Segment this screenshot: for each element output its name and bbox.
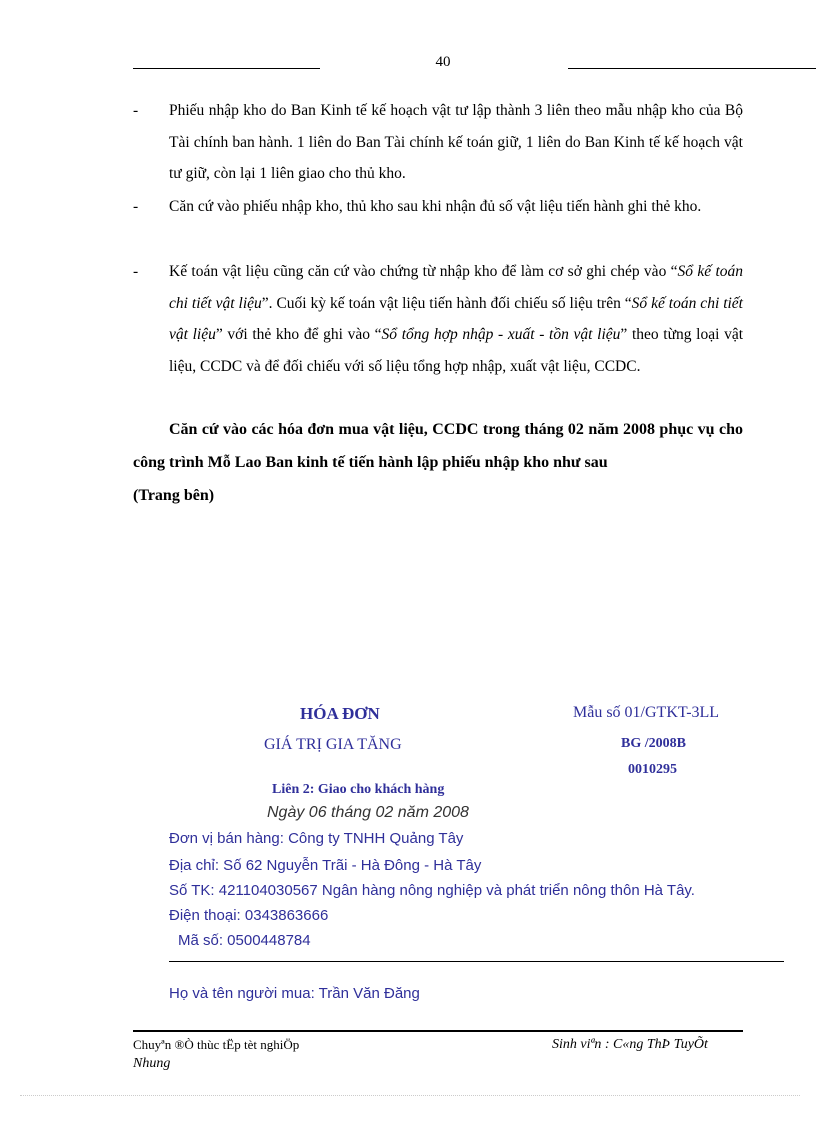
footer-rule [133, 1030, 743, 1032]
invoice-title: HÓA ĐƠN [300, 704, 380, 723]
bullet-item-1 [133, 95, 743, 190]
bullet-dash: - [133, 263, 139, 280]
invoice-serial: BG /2008B [621, 736, 686, 751]
footer-thesis-label-cont: Nhung [133, 1056, 171, 1071]
text-run: ” với thẻ kho để ghi vào “ [215, 326, 382, 343]
header-rule-right [568, 68, 816, 69]
footer-thesis-label: Chuyªn ®Ò thùc tËp tèt nghiÖp [133, 1037, 300, 1052]
text-run: ” theo từng loại vật liệu, CCDC và để đối chiếu với số liệu tổng hợp nhập, xuất vật liệu, CCDC. [169, 326, 744, 375]
bullet-dash: - [133, 102, 139, 119]
bold-paragraph-note: (Trang bên) [133, 487, 215, 504]
seller-name: Đơn vị bán hàng: Công ty TNHH Quảng Tây [169, 830, 464, 847]
bullet-text [169, 256, 743, 382]
invoice-separator [169, 961, 784, 962]
bullet-text: Phiếu nhập kho do Ban Kinh tế kế hoạch vật tư lập thành 3 liên theo mẫu nhập kho của Bộ Tài chính ban hành. 1 liên do Ban Tài chính kế toán giữ, 1 liên do Ban Kinh tế kế hoạch vật tư giữ, còn lại 1 liên giao cho thủ kho. [169, 102, 743, 182]
invoice-number: 0010295 [628, 762, 677, 777]
bullet-item-2 [133, 191, 743, 223]
bold-paragraph [133, 413, 743, 512]
invoice-subtitle: GIÁ TRỊ GIA TĂNG [264, 736, 402, 753]
page-bottom-edge [20, 1095, 800, 1096]
italic-text-run: Sổ kế toán chi tiết vật liệu [169, 263, 743, 312]
page-number: 40 [435, 54, 451, 70]
seller-tax-code: Mã số: 0500448784 [178, 932, 311, 949]
text-run: Kế toán vật liệu cũng căn cứ vào chứng từ nhập kho để làm cơ sở ghi chép vào “ [169, 263, 678, 280]
seller-address: Địa chỉ: Số 62 Nguyễn Trãi - Hà Đông - Hà Tây [169, 857, 482, 874]
invoice-date: Ngày 06 tháng 02 năm 2008 [267, 804, 469, 821]
seller-account: Số TK: 421104030567 Ngân hàng nông nghiệp và phát triển nông thôn Hà Tây. [169, 882, 695, 899]
invoice-copy-label: Liên 2: Giao cho khách hàng [272, 782, 445, 797]
seller-phone: Điện thoại: 0343863666 [169, 907, 329, 924]
bullet-dash: - [133, 198, 139, 215]
bullet-text: Căn cứ vào phiếu nhập kho, thủ kho sau khi nhận đủ số vật liệu tiến hành ghi thẻ kho. [169, 198, 702, 215]
text-run: ”. Cuối kỳ kế toán vật liệu tiến hành đối chiếu số liệu trên “ [261, 294, 632, 312]
buyer-name: Họ và tên người mua: Trần Văn Đăng [169, 985, 420, 1002]
italic-text-run: Sổ tổng hợp nhập - xuất - tồn vật liệu [381, 326, 621, 343]
italic-text-run: Sổ kế toán chi tiết vật liệu [169, 294, 743, 343]
invoice-form-number: Mẫu số 01/GTKT-3LL [573, 704, 720, 721]
bold-paragraph-text: Căn cứ vào các hóa đơn mua vật liệu, CCDC trong tháng 02 năm 2008 phục vụ cho công trình Mỗ Lao Ban kinh tế tiến hành lập phiếu nhập kho như sau [133, 421, 743, 471]
header-rule-left [133, 68, 320, 69]
bullet-item-3 [133, 256, 743, 382]
footer-student-name: Sinh viªn : C«ng ThÞ TuyÕt [552, 1037, 708, 1052]
